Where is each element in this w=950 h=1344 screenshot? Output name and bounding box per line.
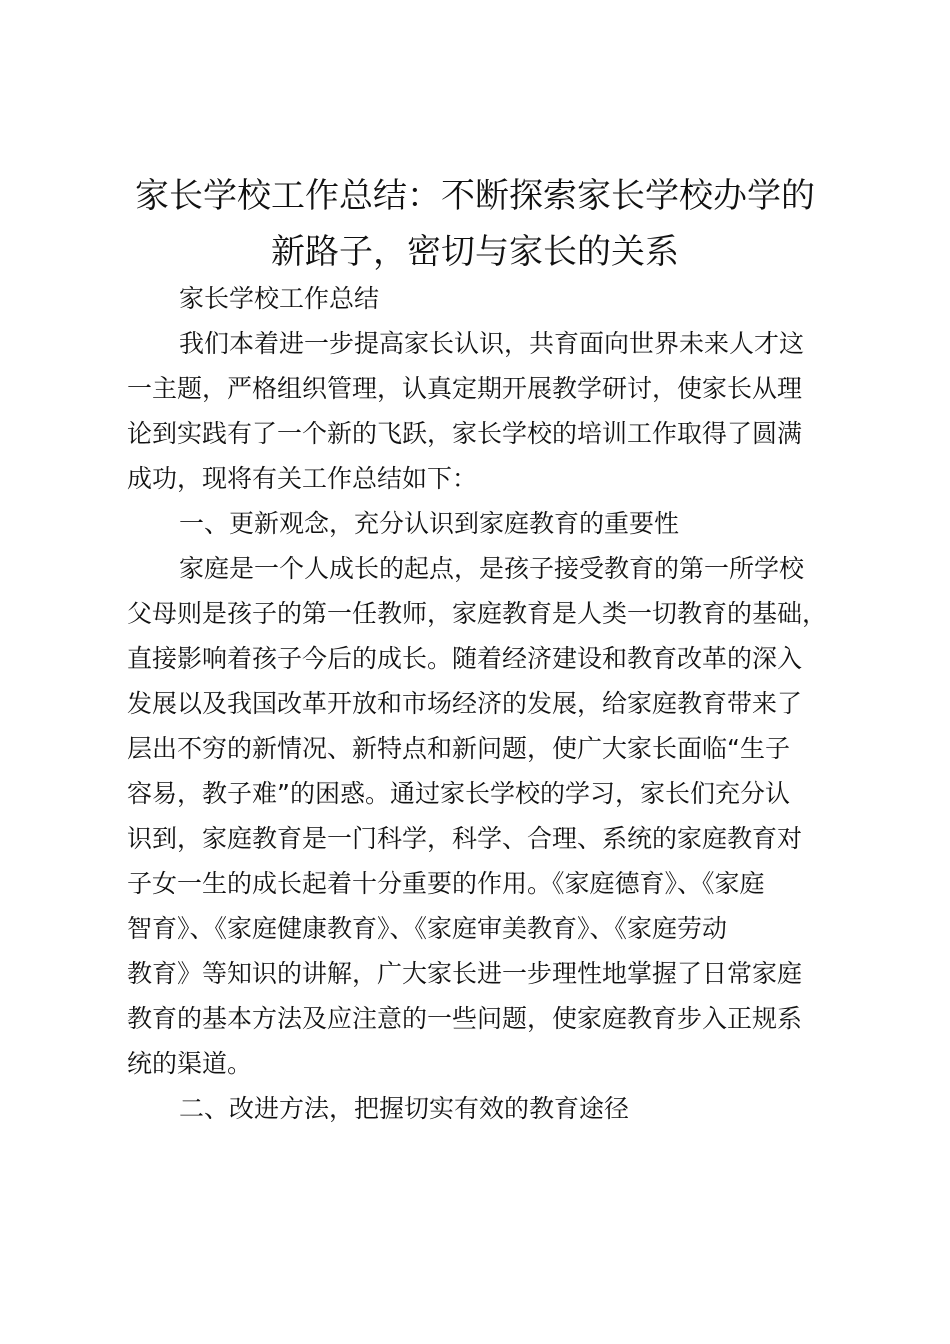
paragraph-line: 教育》等知识的讲解，广大家长进一步理性地掌握了日常家庭	[127, 959, 803, 988]
paragraph-line: 成功，现将有关工作总结如下：	[127, 464, 478, 493]
paragraph-line: 智育》、《家庭健康教育》、《家庭审美教育》、《家庭劳动	[127, 914, 728, 943]
section-heading: 二、改进方法，把握切实有效的教育途径	[179, 1094, 630, 1123]
paragraph-line: 家庭是一个人成长的起点，是孩子接受教育的第一所学校	[179, 554, 805, 583]
paragraph-line: 容易，教子难”的困惑。通过家长学校的学习，家长们充分认	[127, 779, 790, 808]
paragraph-line: 父母则是孩子的第一任教师，家庭教育是人类一切教育的基础，	[127, 599, 828, 628]
subtitle-line: 家长学校工作总结	[179, 284, 380, 313]
document-body	[127, 276, 832, 1131]
paragraph-line: 层出不穷的新情况、新特点和新问题，使广大家长面临“生子	[127, 734, 790, 763]
section-heading: 一、更新观念，充分认识到家庭教育的重要性	[179, 509, 680, 538]
paragraph-line: 一主题，严格组织管理，认真定期开展教学研讨，使家长从理	[127, 374, 803, 403]
paragraph-line: 子女一生的成长起着十分重要的作用。《家庭德育》、《家庭	[127, 869, 765, 898]
paragraph-line: 发展以及我国改革开放和市场经济的发展，给家庭教育带来了	[127, 689, 803, 718]
paragraph-line: 统的渠道。	[127, 1049, 253, 1078]
paragraph-line: 识到，家庭教育是一门科学，科学、合理、系统的家庭教育对	[127, 824, 803, 853]
title-line-1: 家长学校工作总结：不断探索家长学校办学的	[135, 176, 815, 216]
document-title	[100, 168, 850, 280]
paragraph-line: 论到实践有了一个新的飞跃，家长学校的培训工作取得了圆满	[127, 419, 803, 448]
paragraph-line: 直接影响着孩子今后的成长。随着经济建设和教育改革的深入	[127, 644, 803, 673]
paragraph-line: 我们本着进一步提高家长认识，共育面向世界未来人才这	[179, 329, 805, 358]
title-line-2: 新路子，密切与家长的关系	[271, 232, 679, 272]
paragraph-line: 教育的基本方法及应注意的一些问题，使家庭教育步入正规系	[127, 1004, 803, 1033]
